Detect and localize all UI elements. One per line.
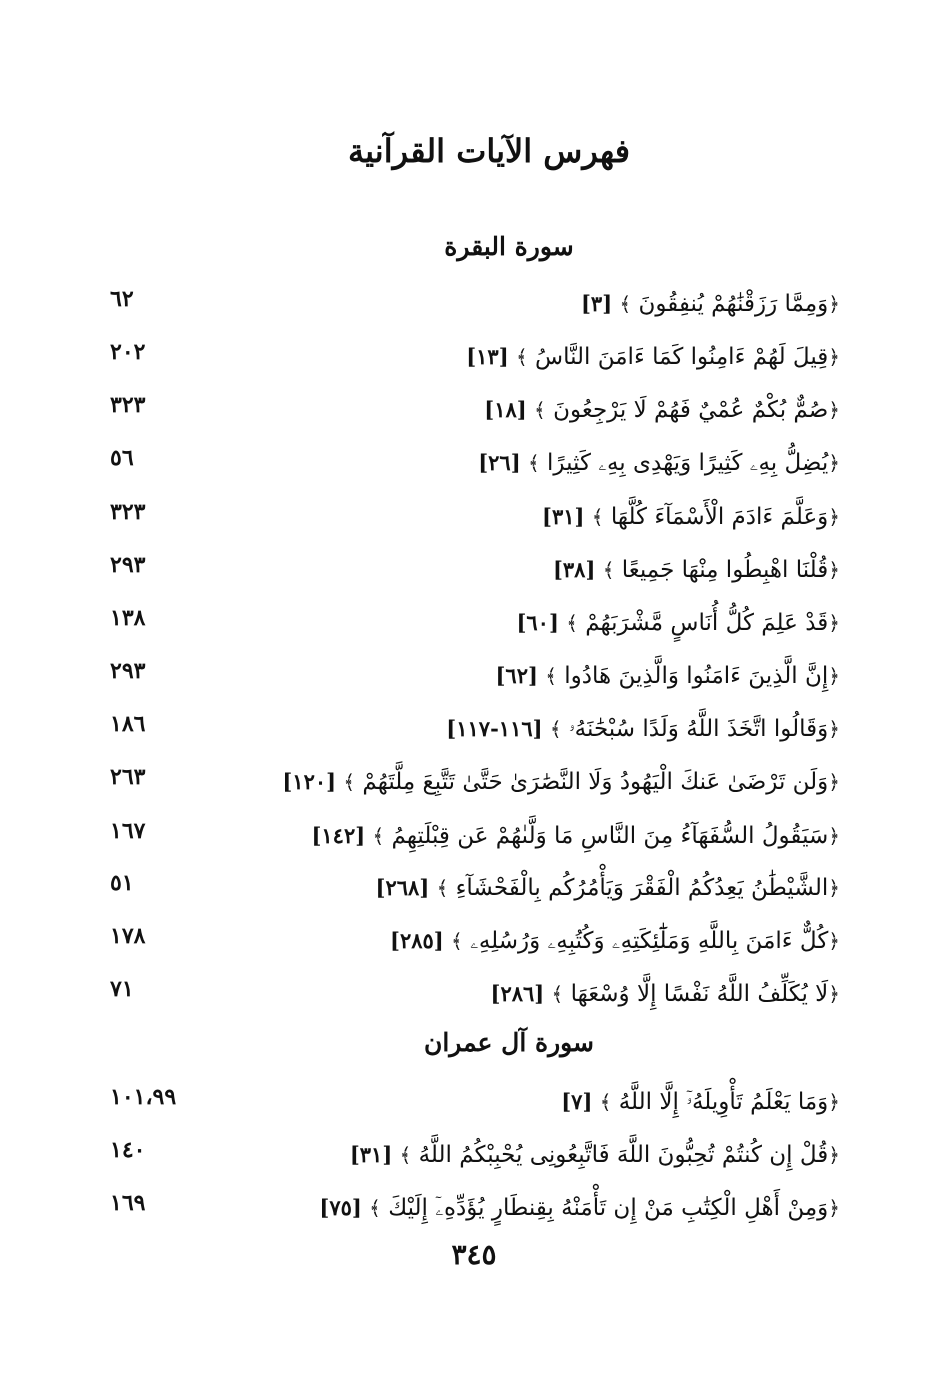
page-reference: ٦٢ (110, 286, 134, 312)
verse-text: سَيَقُولُ السُّفَهَآءُ مِنَ النَّاسِ مَا وَلَّىٰهُمْ عَن قِبْلَتِهِمُ (391, 823, 829, 849)
verse-reference: [١٣] (466, 344, 509, 369)
ornate-bracket-open: ﴿ (828, 664, 840, 688)
ornate-bracket-open: ﴿ (828, 611, 840, 635)
page-reference-cell (100, 548, 220, 584)
page-reference-cell (100, 760, 220, 796)
verse-text: قُلْنَا اهْبِطُوا مِنْهَا جَمِيعًا (621, 557, 829, 583)
ornate-bracket-open: ﴿ (828, 717, 840, 741)
verse-text-line (376, 866, 840, 910)
verse-text-line (484, 388, 840, 432)
verse-reference: [٢٨٦] (490, 981, 545, 1006)
verse-reference: [٣٨] (552, 557, 596, 582)
verse-text-line (581, 282, 840, 326)
verse-text: وَمَا يَعْلَمُ تَأْوِيلَهُۥٓ إِلَّا اللَّهُ (618, 1089, 829, 1115)
verse-text-line (390, 919, 840, 963)
page-reference: ١٣٨ (110, 605, 146, 631)
ornate-bracket-open: ﴿ (828, 1090, 840, 1114)
verse-reference: [٢٦] (478, 450, 521, 475)
page-reference-cell (100, 1080, 220, 1116)
verse-text: قُلْ إِن كُنتُمْ تُحِبُّونَ اللَّهَ فَاتَّبِعُونِى يُحْبِبْكُمُ اللَّهُ (418, 1142, 829, 1168)
ornate-bracket-close: ﴾ (436, 876, 449, 900)
page-reference-cell (100, 1186, 220, 1222)
ornate-bracket-close: ﴾ (566, 611, 578, 635)
verse-reference: [١١٦-١١٧] (446, 716, 543, 741)
page-reference-cell (100, 972, 220, 1008)
verse-text-line (495, 654, 840, 698)
ornate-bracket-close: ﴾ (534, 398, 546, 422)
verse-reference: [٣١] (542, 504, 585, 529)
ornate-bracket-open: ﴿ (828, 558, 840, 582)
ornate-bracket-open: ﴿ (828, 345, 840, 369)
verse-text-line (553, 548, 840, 592)
verse-text-line (542, 495, 840, 539)
verse-text: وَمِمَّا رَزَقْنَٰهُمْ يُنفِقُونَ (638, 291, 829, 317)
page-reference-cell (100, 388, 220, 424)
verse-text-line (478, 441, 840, 485)
verse-text: وَعَلَّمَ ءَادَمَ الْأَسْمَآءَ كُلَّهَا (610, 504, 829, 530)
page-number: ٣٤٥ (451, 1238, 497, 1271)
ornate-bracket-close: ﴾ (372, 824, 385, 848)
verse-reference: [٣١] (349, 1142, 393, 1167)
verse-text-line (319, 1186, 840, 1230)
verse-reference: [١٨] (484, 397, 527, 422)
page-reference-cell (100, 654, 220, 690)
page-reference-cell (100, 335, 220, 371)
page-reference: ٢٦٣ (110, 764, 146, 790)
page-reference: ١٠١،٩٩ (110, 1084, 177, 1110)
verse-text: كُلٌّ ءَامَنَ بِاللَّهِ وَمَلَٰٓئِكَتِهِۦ وَكُتُبِهِۦ وَرُسُلِهِۦ (470, 928, 829, 954)
page-reference: ٥١ (110, 870, 134, 896)
ornate-bracket-open: ﴿ (828, 824, 840, 848)
page-reference-cell (100, 601, 220, 637)
ornate-bracket-open: ﴿ (828, 982, 840, 1006)
ornate-bracket-close: ﴾ (619, 292, 632, 316)
page-reference: ٣٢٣ (110, 392, 146, 418)
verse-text-line (491, 972, 840, 1016)
verse-text-line (311, 814, 840, 858)
ornate-bracket-close: ﴾ (591, 505, 604, 529)
ornate-bracket-open: ﴿ (828, 451, 840, 475)
ornate-bracket-close: ﴾ (551, 982, 564, 1006)
verse-text: وَمِنْ أَهْلِ الْكِتَٰبِ مَنْ إِن تَأْمَنْهُ بِقِنطَارٍ يُؤَدِّهِۦٓ إِلَيْكَ (388, 1195, 829, 1221)
ornate-bracket-close: ﴾ (602, 558, 615, 582)
ornate-bracket-open: ﴿ (828, 292, 840, 316)
verse-text: صُمٌّ بُكْمٌ عُمْيٌ فَهُمْ لَا يَرْجِعُونَ (553, 397, 829, 423)
page-reference: ١٦٩ (110, 1190, 146, 1216)
ornate-bracket-open: ﴿ (828, 876, 840, 900)
page-reference: ٢٩٣ (110, 552, 146, 578)
ornate-bracket-close: ﴾ (399, 1143, 412, 1167)
verse-text-line (516, 601, 840, 645)
verse-text: قِيلَ لَهُمْ ءَامِنُوا كَمَا ءَامَنَ النَّاسُ (535, 344, 829, 370)
verse-text: وَلَن تَرْضَىٰ عَنكَ الْيَهُودُ وَلَا النَّصَٰرَىٰ حَتَّىٰ تَتَّبِعَ مِلَّتَهُمْ (362, 769, 829, 795)
verse-text: إِنَّ الَّذِينَ ءَامَنُوا وَالَّذِينَ هَادُوا (564, 663, 829, 689)
page-reference: ١٤٠ (110, 1137, 146, 1163)
page-reference-cell (100, 919, 220, 955)
page-reference: ٧١ (110, 976, 134, 1002)
ornate-bracket-close: ﴾ (599, 1090, 612, 1114)
ornate-bracket-close: ﴾ (343, 770, 356, 794)
verse-text: لَا يُكَلِّفُ اللَّهُ نَفْسًا إِلَّا وُسْعَهَا (570, 981, 829, 1007)
verse-reference: [٣] (580, 291, 613, 316)
verse-text-line (466, 335, 840, 379)
page-reference: ٢٠٢ (110, 339, 146, 365)
ornate-bracket-close: ﴾ (451, 929, 463, 953)
page-title: فهرس الآيات القرآنية (347, 132, 631, 170)
ornate-bracket-close: ﴾ (527, 451, 540, 475)
ornate-bracket-close: ﴾ (369, 1196, 381, 1220)
verse-reference: [١٤٢] (311, 823, 366, 848)
verse-text-line (282, 760, 840, 804)
verse-reference: [٦٢] (495, 663, 538, 688)
ornate-bracket-close: ﴾ (549, 717, 562, 741)
ornate-bracket-open: ﴿ (828, 770, 840, 794)
ornate-bracket-open: ﴿ (828, 929, 840, 953)
verse-reference: [٢٦٨] (375, 875, 430, 900)
verse-reference: [٦٠] (516, 610, 559, 635)
ornate-bracket-open: ﴿ (828, 505, 840, 529)
verse-reference: [٧٥] (319, 1195, 362, 1220)
page-reference-cell (100, 282, 220, 318)
ornate-bracket-open: ﴿ (828, 1143, 840, 1167)
verse-reference: [١٢٠] (282, 769, 337, 794)
verse-text: قَدْ عَلِمَ كُلُّ أُنَاسٍ مَّشْرَبَهُمْ (585, 610, 829, 636)
page-reference: ٥٦ (110, 445, 134, 471)
page-reference-cell (100, 866, 220, 902)
page-reference-cell (100, 1133, 220, 1169)
verse-text: الشَّيْطَٰنُ يَعِدُكُمُ الْفَقْرَ وَيَأْمُرُكُم بِالْفَحْشَآءِ (455, 875, 829, 901)
ornate-bracket-open: ﴿ (828, 398, 840, 422)
ornate-bracket-close: ﴾ (515, 345, 528, 369)
verse-reference: [٧] (561, 1089, 593, 1114)
verse-text-line (446, 707, 840, 751)
surah-heading-baqarah: سورة البقرة (444, 232, 574, 261)
page-reference: ١٦٧ (110, 818, 146, 844)
page-reference: ٢٩٣ (110, 658, 146, 684)
verse-text: يُضِلُّ بِهِۦ كَثِيرًا وَيَهْدِى بِهِۦ كَثِيرًا (547, 450, 829, 476)
surah-heading-al-imran: سورة آل عمران (423, 1028, 595, 1057)
page-reference-cell (100, 495, 220, 531)
page-reference: ١٧٨ (110, 923, 146, 949)
verse-text-line (561, 1080, 840, 1124)
verse-text-line (350, 1133, 840, 1177)
page-reference-cell (100, 441, 220, 477)
ornate-bracket-open: ﴿ (828, 1196, 840, 1220)
verse-reference: [٢٨٥] (390, 928, 444, 953)
page-reference: ٣٢٣ (110, 499, 146, 525)
page-reference: ١٨٦ (110, 711, 146, 737)
verse-text: وَقَالُوا اتَّخَذَ اللَّهُ وَلَدًا سُبْحَٰنَهُۥ (568, 716, 829, 742)
page-reference-cell (100, 814, 220, 850)
page-reference-cell (100, 707, 220, 743)
ornate-bracket-close: ﴾ (545, 664, 557, 688)
